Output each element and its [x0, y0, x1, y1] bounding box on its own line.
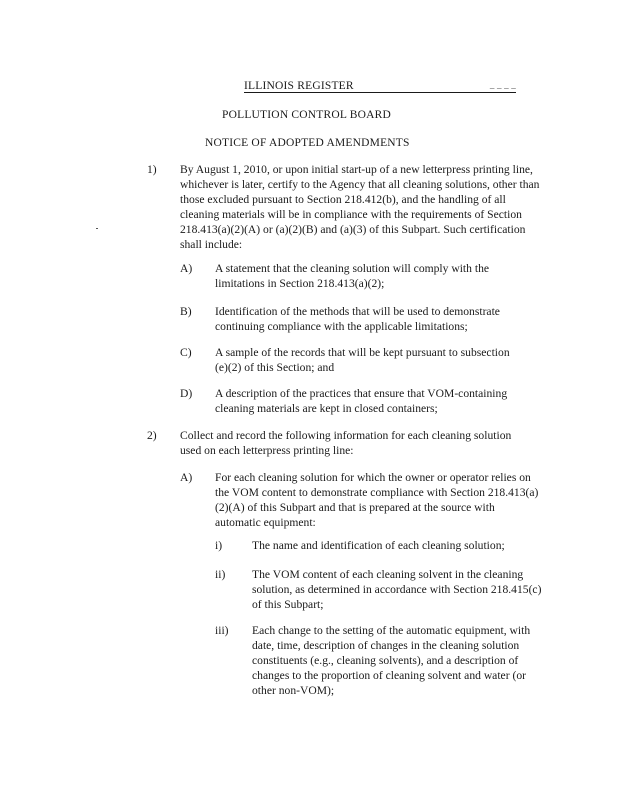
register-title: ILLINOIS REGISTER — [244, 80, 354, 92]
item-1a-label: A) — [180, 262, 193, 275]
register-underline — [244, 92, 516, 93]
item-1d-text: A description of the practices that ensure that VOM-containing cleaning materials are kept in closed containers; — [215, 387, 508, 415]
item-2a-iii-label: iii) — [215, 624, 229, 637]
item-1d-label: D) — [180, 387, 193, 400]
item-2a-label: A) — [180, 471, 193, 484]
item-2a-ii-label: ii) — [215, 568, 226, 581]
item-2a-text: For each cleaning solution for which the owner or operator relies on the VOM content to demonstrate compliance with Section 218.413(a)(2)(A) of this Subpart and that is prepared at the source with automatic equipment: — [215, 471, 539, 529]
item-1-text: By August 1, 2010, or upon initial start-up of a new letterpress printing line, whichever is later, certify to the Agency that all cleaning solutions, other than those excluded pursuant to Section 218.412(b), and the handling of all cleaning materials will be in compliance with the requirements of Section 218.413(a)(2)(A) or (a)(2)(B) and (a)(3) of this Subpart. Such certification shall include: — [180, 163, 540, 251]
item-2a-i-text: The name and identification of each cleaning solution; — [252, 539, 505, 552]
item-1a-text: A statement that the cleaning solution will comply with the limitations in Section 218.413(a)(2); — [215, 262, 490, 290]
item-1b-text: Identification of the methods that will be used to demonstrate continuing compliance with the applicable limitations; — [215, 305, 500, 333]
item-1c-text: A sample of the records that will be kept pursuant to subsection (e)(2) of this Section; and — [215, 346, 510, 374]
register-trail: _ _ _ _ — [489, 80, 516, 90]
item-2-text: Collect and record the following information for each cleaning solution used on each letterpress printing line: — [180, 429, 512, 457]
margin-mark — [96, 228, 98, 229]
item-2a-iii-text: Each change to the setting of the automatic equipment, with date, time, description of changes in the cleaning solution constituents (e.g., cleaning solvents), and a description of changes to the proportion of cleaning solvent and water (or other non-VOM); — [252, 624, 531, 697]
item-1b-label: B) — [180, 305, 192, 318]
register-header — [244, 80, 516, 92]
item-2a-i-label: i) — [215, 539, 223, 552]
item-1c-label: C) — [180, 346, 192, 359]
notice-header: NOTICE OF ADOPTED AMENDMENTS — [205, 137, 410, 149]
item-2-label: 2) — [147, 429, 157, 442]
item-1-label: 1) — [147, 163, 157, 176]
board-header: POLLUTION CONTROL BOARD — [222, 109, 392, 121]
item-2a-ii-text: The VOM content of each cleaning solvent in the cleaning solution, as determined in accordance with Section 218.415(c) of this Subpart; — [252, 568, 542, 611]
